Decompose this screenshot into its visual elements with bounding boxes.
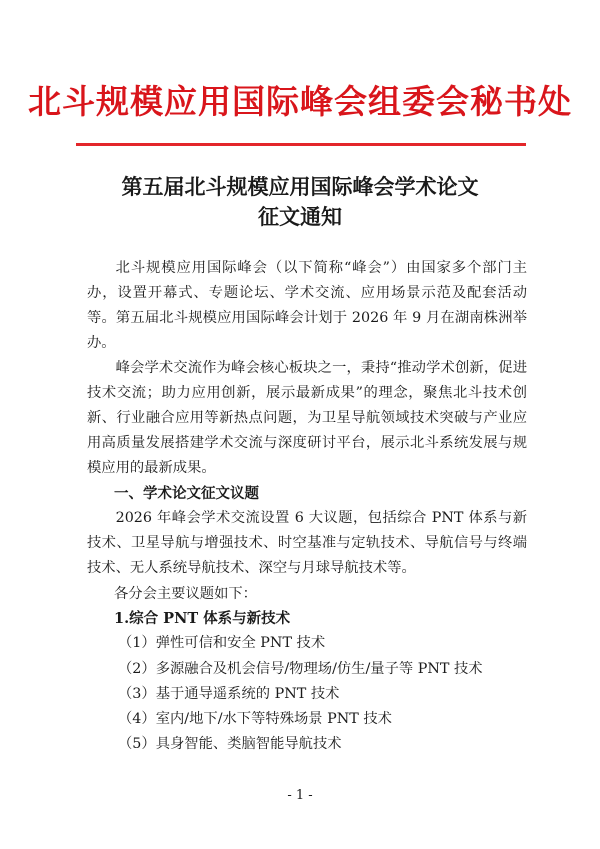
topic-1-heading: 1.综合 PNT 体系与新技术 (114, 610, 291, 627)
topic-1-item: （4）室内/地下/水下等特殊场景 PNT 技术 (118, 711, 392, 727)
topic-1-item: （1）弹性可信和安全 PNT 技术 (118, 635, 326, 651)
topic-1-item: （2）多源融合及机会信号/物理场/仿生/量子等 PNT 技术 (118, 661, 483, 677)
header-red-rule (76, 143, 526, 146)
topic-1-item: （3）基于通导遥系统的 PNT 技术 (118, 686, 340, 702)
academic-paragraph: 峰会学术交流作为峰会核心板块之一，秉持“推动学术创新，促进技术交流；助力应用创新，展示最新成果”的理念，聚焦北斗技术创新、行业融合应用等新热点问题，为卫星导航领域技术突破与产业应用高质量发展搭建学术交流与深度研讨平台，展示北斗系统发展与规模应用的最新成果。 (87, 360, 527, 476)
document-title-line-2: 征文通知 (258, 204, 342, 229)
section-heading-topics: 一、学术论文征文议题 (114, 485, 259, 502)
page-number: - 1 - (287, 788, 313, 803)
topics-intro-paragraph: 2026 年峰会学术交流设置 6 大议题，包括综合 PNT 体系与新技术、卫星导航与增强技术、时空基准与定轨技术、导航信号与终端技术、无人系统导航技术、深空与月球导航技术等。 (87, 510, 527, 576)
intro-paragraph: 北斗规模应用国际峰会（以下简称“峰会”）由国家多个部门主办，设置开幕式、专题论坛、学术交流、应用场景示范及配套活动等。第五届北斗规模应用国际峰会计划于 2026 年 9 月在湖南株洲举办。 (87, 260, 527, 351)
sub-topics-intro: 各分会主要议题如下： (114, 586, 257, 602)
document-title-line-1: 第五届北斗规模应用国际峰会学术论文 (121, 174, 479, 199)
topic-1-item: （5）具身智能、类脑智能导航技术 (118, 736, 342, 752)
organization-header: 北斗规模应用国际峰会组委会秘书处 (28, 82, 572, 121)
